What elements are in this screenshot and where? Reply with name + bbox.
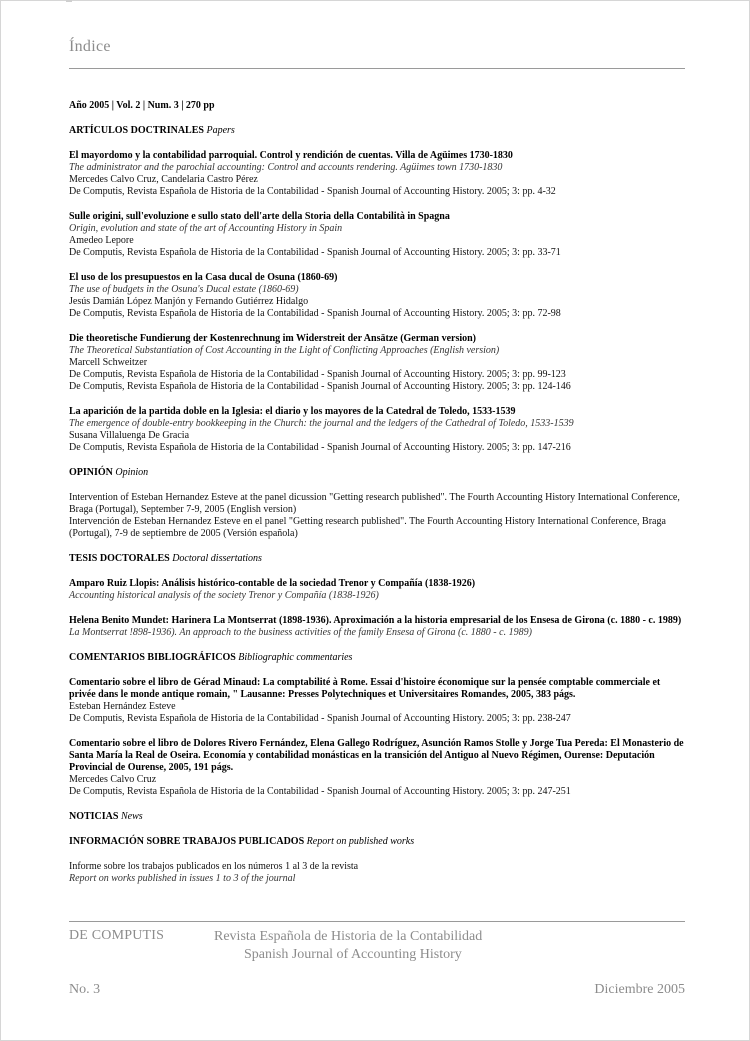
article-entry bbox=[69, 150, 685, 198]
section-label: OPINIÓN bbox=[69, 467, 113, 478]
section-opinion bbox=[69, 467, 685, 479]
section-tesis bbox=[69, 553, 685, 565]
footer-journal-en: Spanish Journal of Accounting History bbox=[244, 947, 462, 962]
section-label-en: Doctoral dissertations bbox=[172, 553, 262, 564]
article-entry bbox=[69, 333, 685, 393]
section-label: TESIS DOCTORALES bbox=[69, 553, 170, 564]
issue-line: Año 2005 | Vol. 2 | Num. 3 | 270 pp bbox=[69, 100, 215, 111]
report-line-en: Report on works published in issues 1 to 3 of the journal bbox=[69, 873, 296, 884]
section-label-en: Report on published works bbox=[306, 836, 415, 847]
article-subtitle: The use of budgets in the Osuna's Ducal estate (1860-69) bbox=[69, 284, 299, 295]
footer-journal-title bbox=[214, 928, 482, 964]
thesis-subtitle: Accounting historical analysis of the society Trenor y Compañía (1838-1926) bbox=[69, 590, 379, 601]
article-reference: De Computis, Revista Española de Historia de la Contabilidad - Spanish Journal of Accounting History. 2005; 3: pp. 147-216 bbox=[69, 442, 571, 453]
article-title[interactable]: El mayordomo y la contabilidad parroquial. Control y rendición de cuentas. Villa de Agüimes 1730-1830 bbox=[69, 150, 513, 161]
commentary-title[interactable]: Comentario sobre el libro de Gérad Minaud: La comptabilité à Rome. Essai d'histoire économique sur la pensée comptable commerciale et privée dans le monde antique romain, " Lausanne: Presses Polytechniques et Universitaires Romandes, 2005, 383 págs. bbox=[69, 677, 661, 700]
commentary-author: Esteban Hernández Esteve bbox=[69, 701, 176, 712]
thesis-entry bbox=[69, 615, 685, 639]
section-label-en: News bbox=[120, 811, 143, 822]
article-title[interactable]: El uso de los presupuestos en la Casa ducal de Osuna (1860-69) bbox=[69, 272, 338, 283]
article-entry bbox=[69, 406, 685, 454]
page-title: Índice bbox=[69, 38, 111, 55]
section-articulos bbox=[69, 125, 685, 137]
section-label: INFORMACIÓN SOBRE TRABAJOS PUBLICADOS bbox=[69, 836, 305, 847]
article-reference: De Computis, Revista Española de Historia de la Contabilidad - Spanish Journal of Accounting History. 2005; 3: pp. 4-32 bbox=[69, 186, 556, 197]
section-label: NOTICIAS bbox=[69, 811, 119, 822]
section-label-en: Bibliographic commentaries bbox=[238, 652, 353, 663]
footer-divider bbox=[69, 921, 685, 922]
opinion-paragraph-es[interactable]: Intervención de Esteban Hernandez Esteve en el panel "Getting research published". The Fourth Accounting History International Conference, Braga (Portugal), 7-9 de septiembre de 2005 (Versión española) bbox=[69, 516, 666, 539]
thesis-subtitle: La Montserrat !898-1936). An approach to the business activities of the family Ensesa of Girona (c. 1880 - c. 1989) bbox=[69, 627, 532, 638]
section-informacion bbox=[69, 836, 685, 848]
header-divider bbox=[69, 68, 685, 69]
section-noticias[interactable] bbox=[69, 811, 685, 823]
article-authors: Mercedes Calvo Cruz, Candelaria Castro Pérez bbox=[69, 174, 258, 185]
article-title[interactable]: Sulle origini, sull'evoluzione e sullo stato dell'arte della Storia della Contabilità in Spagna bbox=[69, 211, 450, 222]
section-label: ARTÍCULOS DOCTRINALES bbox=[69, 125, 204, 136]
article-authors: Susana Villaluenga De Gracia bbox=[69, 430, 190, 441]
footer-date: Diciembre 2005 bbox=[594, 982, 685, 997]
footer-journal-name: DE COMPUTIS bbox=[69, 928, 165, 943]
opinion-paragraph-en[interactable]: Intervention of Esteban Hernandez Esteve at the panel dicussion "Getting research published". The Fourth Accounting History International Conference, Braga (Portugal), September 7-9, 2005 (English version) bbox=[69, 492, 680, 515]
article-subtitle: Origin, evolution and state of the art of Accounting History in Spain bbox=[69, 223, 343, 234]
article-entry bbox=[69, 211, 685, 259]
commentary-entry bbox=[69, 677, 685, 725]
commentary-reference: De Computis, Revista Española de Historia de la Contabilidad - Spanish Journal of Accounting History. 2005; 3: pp. 247-251 bbox=[69, 786, 571, 797]
report-line[interactable]: Informe sobre los trabajos publicados en los números 1 al 3 de la revista bbox=[69, 861, 359, 872]
commentary-author: Mercedes Calvo Cruz bbox=[69, 774, 157, 785]
thesis-title[interactable]: Helena Benito Mundet: Harinera La Montserrat (1898-1936). Aproximación a la historia empresarial de los Ensesa de Girona (c. 1880 - c. 1989) bbox=[69, 615, 682, 626]
article-reference: De Computis, Revista Española de Historia de la Contabilidad - Spanish Journal of Accounting History. 2005; 3: pp. 124-146 bbox=[69, 381, 571, 392]
article-entry bbox=[69, 272, 685, 320]
article-authors: Jesús Damián López Manjón y Fernando Gutiérrez Hidalgo bbox=[69, 296, 309, 307]
table-of-contents bbox=[69, 100, 685, 885]
commentary-reference: De Computis, Revista Española de Historia de la Contabilidad - Spanish Journal of Accounting History. 2005; 3: pp. 238-247 bbox=[69, 713, 571, 724]
opinion-entry bbox=[69, 492, 685, 540]
article-subtitle: The emergence of double-entry bookkeeping in the Church: the journal and the ledgers of the Cathedral of Toledo, 1533-1539 bbox=[69, 418, 574, 429]
thesis-title[interactable]: Amparo Ruiz Llopis: Análisis histórico-contable de la sociedad Trenor y Compañía (1838-1926) bbox=[69, 578, 476, 589]
article-authors: Marcell Schweitzer bbox=[69, 357, 148, 368]
article-reference: De Computis, Revista Española de Historia de la Contabilidad - Spanish Journal of Accounting History. 2005; 3: pp. 33-71 bbox=[69, 247, 561, 258]
footer-journal-es: Revista Española de Historia de la Contabilidad bbox=[214, 929, 483, 944]
section-label-en: Papers bbox=[206, 125, 235, 136]
article-subtitle: The Theoretical Substantiation of Cost Accounting in the Light of Conflicting Approaches (English version) bbox=[69, 345, 500, 356]
section-label: COMENTARIOS BIBLIOGRÁFICOS bbox=[69, 652, 236, 663]
report-entry bbox=[69, 861, 685, 885]
section-comentarios bbox=[69, 652, 685, 664]
article-authors: Amedeo Lepore bbox=[69, 235, 134, 246]
article-title[interactable]: La aparición de la partida doble en la Iglesia: el diario y los mayores de la Catedral de Toledo, 1533-1539 bbox=[69, 406, 516, 417]
thesis-entry bbox=[69, 578, 685, 602]
article-title[interactable]: Die theoretische Fundierung der Kostenrechnung im Widerstreit der Ansätze (German version) bbox=[69, 333, 477, 344]
section-label-en: Opinion bbox=[115, 467, 149, 478]
article-subtitle: The administrator and the parochial accounting: Control and accounts rendering. Agüimes town 1730-1830 bbox=[69, 162, 503, 173]
article-reference: De Computis, Revista Española de Historia de la Contabilidad - Spanish Journal of Accounting History. 2005; 3: pp. 72-98 bbox=[69, 308, 561, 319]
commentary-entry bbox=[69, 738, 685, 798]
footer-issue-number: No. 3 bbox=[69, 982, 101, 997]
top-mark bbox=[66, 0, 72, 2]
article-reference: De Computis, Revista Española de Historia de la Contabilidad - Spanish Journal of Accounting History. 2005; 3: pp. 99-123 bbox=[69, 369, 566, 380]
commentary-title[interactable]: Comentario sobre el libro de Dolores Rivero Fernández, Elena Gallego Rodríguez, Asunción Ramos Stolle y Jorge Tua Pereda: El Monasterio de Santa María la Real de Oseira. Economía y contabilidad monásticas en la transición del Antiguo al Nuevo Régimen, Ourense: Deputación Provincial de Ourense, 2005, 191 págs. bbox=[69, 738, 684, 773]
